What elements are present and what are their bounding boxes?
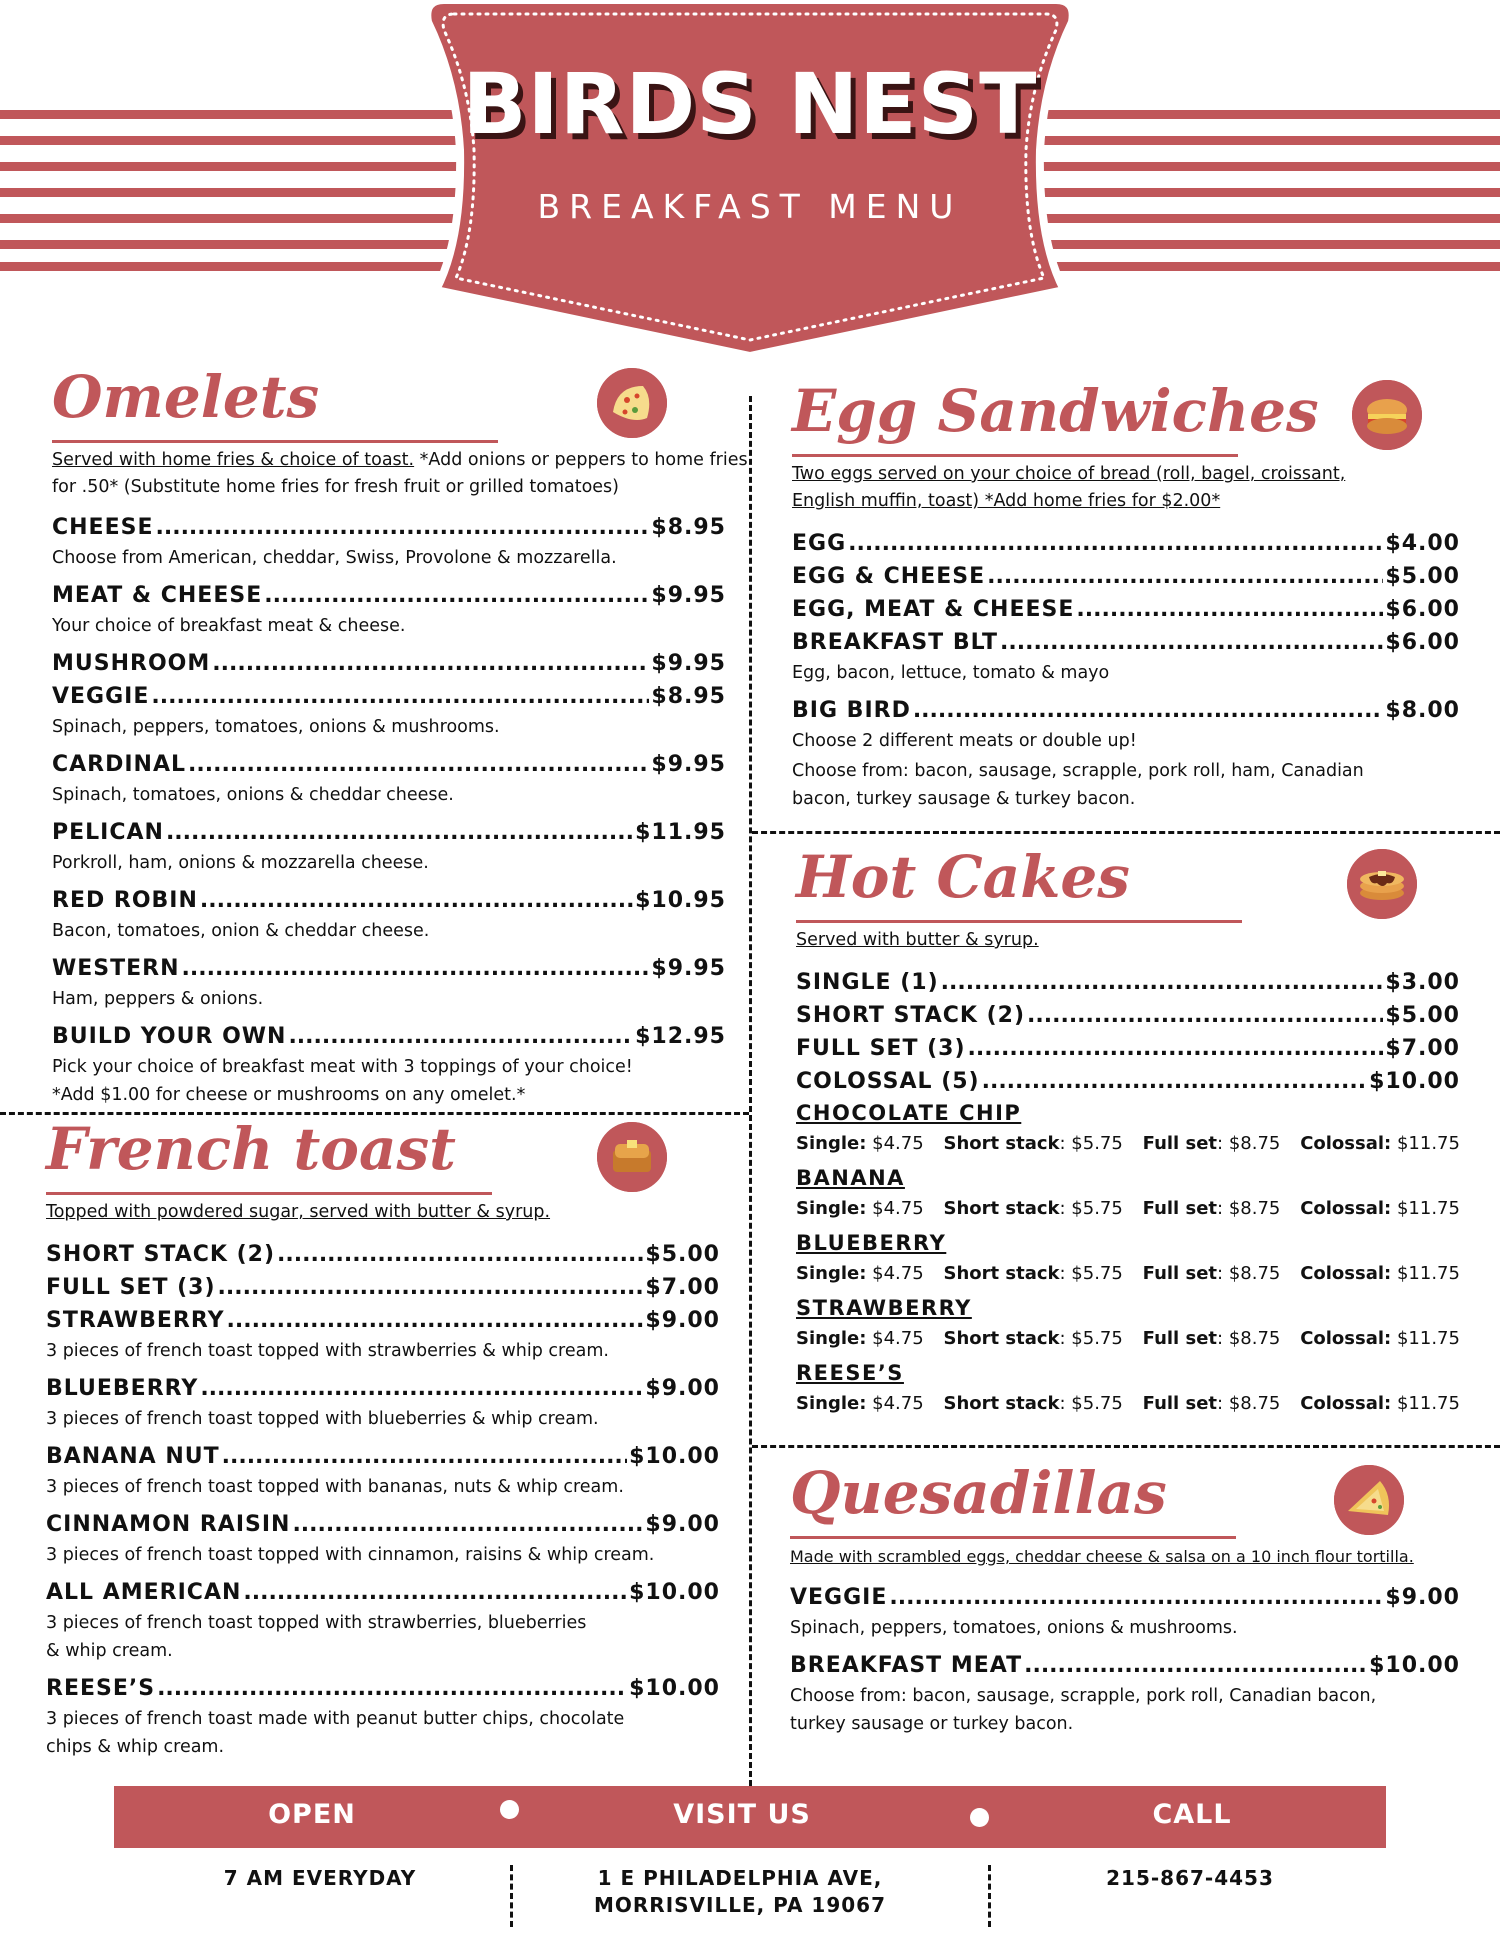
list-item: BUILD YOUR OWN ..... $12.95 Pick your choice of breakfast meat with 3 toppings of your choice! *Add $1.00 for cheese or mushrooms on any omelet.* [52,1020,726,1109]
quesadilla-icon [1334,1465,1404,1535]
flavor-item [796,1098,1460,1163]
footer-dot [970,1808,989,1827]
flavor-name: BANANA [796,1166,905,1190]
footer-separator [510,1865,513,1927]
list-item: SHORT STACK (2) ..... $5.00 [46,1238,720,1271]
flavor-item [796,1228,1460,1293]
flavor-name: STRAWBERRY [796,1296,972,1320]
hot-cakes-note: Served with butter & syrup. [796,930,1039,950]
footer-call-label: CALL [1152,1799,1232,1830]
list-item: STRAWBERRY ..... $9.00 3 pieces of french toast topped with strawberries & whip cream. [46,1304,720,1365]
badge-shape [424,0,1076,360]
footer-dot [500,1800,519,1819]
divider-egg-hotcakes [752,831,1500,834]
menu-title: BIRDS NEST [462,55,1038,153]
list-item: BREAKFAST BLT ..... $6.00 Egg, bacon, lettuce, tomato & mayo [792,626,1460,687]
section-title-egg-sandwiches: Egg Sandwiches [792,377,1319,445]
flavor-prices: Single: $4.75 Short stack: $5.75 Full set: $8.75 Colossal: $11.75 [796,1328,1460,1349]
omelets-note: Served with home fries & choice of toast. *Add onions or peppers to home fries for .50* (Substitute home fries for fresh fruit or grilled tomatoes) [52,450,748,497]
vertical-divider [749,396,752,1786]
list-item: BANANA NUT ..... $10.00 3 pieces of french toast topped with bananas, nuts & whip cream. [46,1440,720,1501]
divider-hotcakes-quesadillas [752,1445,1500,1448]
section-title-quesadillas: Quesadillas [790,1459,1167,1527]
list-item: VEGGIE ..... $9.00 Spinach, peppers, tomatoes, onions & mushrooms. [790,1581,1460,1642]
egg-sandwiches-note: Two eggs served on your choice of bread (roll, bagel, croissant, English muffin, toast) *Add home fries for $2.00* [792,464,1346,511]
header-badge [424,0,1076,360]
french-toast-note: Topped with powdered sugar, served with butter & syrup. [46,1202,551,1222]
section-title-hot-cakes: Hot Cakes [796,843,1130,911]
section-rule [790,1536,1236,1539]
flavor-prices: Single: $4.75 Short stack: $5.75 Full set: $8.75 Colossal: $11.75 [796,1133,1460,1154]
flavor-name: BLUEBERRY [796,1231,947,1255]
footer-address [560,1865,920,1919]
address-line-1: 1 E PHILADELPHIA AVE, [597,1866,883,1890]
flavor-item [796,1163,1460,1228]
quesadillas-items [790,1581,1460,1745]
list-item: BIG BIRD ..... $8.00 Choose 2 different meats or double up! Choose from: bacon, sausage, scrapple, pork roll, ham, Canadian bacon, turkey sausage & turkey bacon. [792,694,1460,813]
bagel-sandwich-icon [1352,380,1422,450]
footer-hours: 7 AM EVERYDAY [223,1866,417,1890]
list-item: EGG ..... $4.00 [792,527,1460,560]
french-toast-icon [597,1122,667,1192]
list-item: RED ROBIN ..... $10.95 Bacon, tomatoes, onion & cheddar cheese. [52,884,726,945]
list-item: VEGGIE ..... $8.95 Spinach, peppers, tomatoes, onions & mushrooms. [52,680,726,741]
list-item: BREAKFAST MEAT ..... $10.00 Choose from: bacon, sausage, scrapple, pork roll, Canadian bacon, turkey sausage or turkey bacon. [790,1649,1460,1738]
footer-visit-label: VISIT US [673,1799,811,1830]
omelet-icon [597,368,667,438]
hot-cakes-items [796,966,1460,1423]
list-item: SHORT STACK (2) ..... $5.00 [796,999,1460,1032]
flavor-prices: Single: $4.75 Short stack: $5.75 Full set: $8.75 Colossal: $11.75 [796,1198,1460,1219]
flavor-item [796,1358,1460,1423]
list-item: REESE’S ..... $10.00 3 pieces of french toast made with peanut butter chips, chocolate chips & whip cream. [46,1672,720,1761]
list-item: CINNAMON RAISIN ..... $9.00 3 pieces of french toast topped with cinnamon, raisins & whip cream. [46,1508,720,1569]
section-rule [792,454,1238,457]
section-rule [46,1192,492,1195]
list-item: WESTERN ..... $9.95 Ham, peppers & onions. [52,952,726,1013]
french-toast-items [46,1238,720,1768]
list-item: BLUEBERRY ..... $9.00 3 pieces of french toast topped with blueberries & whip cream. [46,1372,720,1433]
section-title-french-toast: French toast [46,1115,456,1183]
list-item: ALL AMERICAN ..... $10.00 3 pieces of french toast topped with strawberries, blueberries & whip cream. [46,1576,720,1665]
flavor-name: REESE’S [796,1361,904,1385]
list-item: EGG, MEAT & CHEESE ..... $6.00 [792,593,1460,626]
list-item: EGG & CHEESE ..... $5.00 [792,560,1460,593]
list-item: SINGLE (1) ..... $3.00 [796,966,1460,999]
egg-sandwiches-items [792,527,1460,820]
flavor-name: CHOCOLATE CHIP [796,1101,1022,1125]
list-item: PELICAN ..... $11.95 Porkroll, ham, onions & mozzarella cheese. [52,816,726,877]
footer-separator [988,1865,991,1927]
pancakes-icon [1347,849,1417,919]
footer-open-label: OPEN [268,1799,356,1830]
list-item: COLOSSAL (5) ..... $10.00 [796,1065,1460,1098]
omelets-items [52,511,726,1116]
footer-phone: 215-867-4453 [1106,1866,1274,1890]
list-item: CARDINAL ..... $9.95 Spinach, tomatoes, onions & cheddar cheese. [52,748,726,809]
section-title-omelets: Omelets [52,363,320,431]
section-rule [52,440,498,443]
flavor-prices: Single: $4.75 Short stack: $5.75 Full set: $8.75 Colossal: $11.75 [796,1393,1460,1414]
flavor-prices: Single: $4.75 Short stack: $5.75 Full set: $8.75 Colossal: $11.75 [796,1263,1460,1284]
menu-subtitle: BREAKFAST MENU [537,187,963,226]
list-item: FULL SET (3) ..... $7.00 [796,1032,1460,1065]
list-item: MEAT & CHEESE ..... $9.95 Your choice of breakfast meat & cheese. [52,579,726,640]
list-item: CHEESE ..... $8.95 Choose from American, cheddar, Swiss, Provolone & mozzarella. [52,511,726,572]
section-rule [796,920,1242,923]
list-item: MUSHROOM ..... $9.95 [52,647,726,680]
quesadillas-note: Made with scrambled eggs, cheddar cheese & salsa on a 10 inch flour tortilla. [790,1547,1414,1566]
flavor-item [796,1293,1460,1358]
address-line-2: MORRISVILLE, PA 19067 [593,1893,887,1917]
list-item: FULL SET (3) ..... $7.00 [46,1271,720,1304]
